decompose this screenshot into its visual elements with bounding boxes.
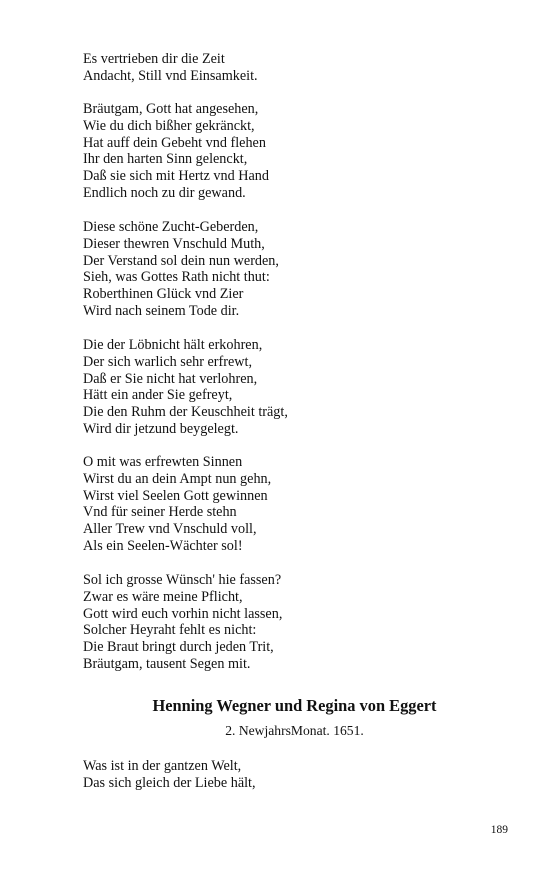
poem-stanza <box>83 219 279 320</box>
poem-line: Wirst viel Seelen Gott gewinnen <box>83 487 268 504</box>
poem-line: Wird nach seinem Tode dir. <box>83 302 240 319</box>
poem-stanza <box>83 572 282 673</box>
section-heading: Henning Wegner und Regina von Eggert <box>152 696 437 715</box>
poem-line: Vnd für seiner Herde stehn <box>83 504 237 521</box>
poem-line: Der sich warlich sehr erfrewt, <box>83 353 252 370</box>
poem-line: Bräutgam, tausent Segen mit. <box>83 655 251 672</box>
section-date: 2. NewjahrsMonat. 1651. <box>225 723 364 738</box>
poem-line: Wird dir jetzund beygelegt. <box>83 420 239 437</box>
poem-line: Diese schöne Zucht-Geberden, <box>83 219 259 235</box>
poem-stanza <box>83 758 256 792</box>
poem-line: Zwar es wäre meine Pflicht, <box>83 588 243 605</box>
poem-line: Aller Trew vnd Vnschuld voll, <box>83 521 257 538</box>
poem-line: Dieser thewren Vnschuld Muth, <box>83 235 265 252</box>
poem-line: Wirst du an dein Ampt nun gehn, <box>83 470 272 487</box>
poem-line: Roberthinen Glück vnd Zier <box>83 286 244 303</box>
poem-line: Hätt ein ander Sie gefreyt, <box>83 387 233 404</box>
poem-stanza <box>83 101 269 202</box>
poem-line: Das sich gleich der Liebe hält, <box>83 774 256 791</box>
poem-line: Ihr den harten Sinn gelenckt, <box>83 151 248 168</box>
poem-line: Wie du dich bißher gekränckt, <box>83 117 255 134</box>
poem-line: Gott wird euch vorhin nicht lassen, <box>83 605 283 622</box>
poem-line: Bräutgam, Gott hat angesehen, <box>83 101 259 117</box>
poem-line: Was ist in der gantzen Welt, <box>83 758 242 774</box>
poem-line: Die Braut bringt durch jeden Trit, <box>83 639 274 656</box>
poem-line: Die den Ruhm der Keuschheit trägt, <box>83 404 288 421</box>
poem-line: Daß sie sich mit Hertz vnd Hand <box>83 168 269 185</box>
poem-line: Es vertrieben dir die Zeit <box>83 51 225 67</box>
poem-line: Andacht, Still vnd Einsamkeit. <box>83 67 258 84</box>
poem-stanza <box>83 51 258 85</box>
poem-line: Solcher Heyraht fehlt es nicht: <box>83 622 257 639</box>
page-number: 189 <box>490 824 508 836</box>
poem-line: Als ein Seelen-Wächter sol! <box>83 537 243 554</box>
poem-stanza <box>83 337 288 438</box>
poem-line: O mit was erfrewten Sinnen <box>83 454 243 470</box>
poem-stanza <box>83 454 271 555</box>
poem-line: Hat auff dein Gebeht vnd flehen <box>83 134 266 151</box>
poem-line: Der Verstand sol dein nun werden, <box>83 252 279 269</box>
poem-line: Die der Löbnicht hält erkohren, <box>83 337 263 353</box>
poem-line: Sieh, was Gottes Rath nicht thut: <box>83 269 270 286</box>
poem-line: Endlich noch zu dir gewand. <box>83 184 246 201</box>
poem-line: Daß er Sie nicht hat verlohren, <box>83 370 258 387</box>
poem-line: Sol ich grosse Wünsch' hie fassen? <box>83 572 282 588</box>
